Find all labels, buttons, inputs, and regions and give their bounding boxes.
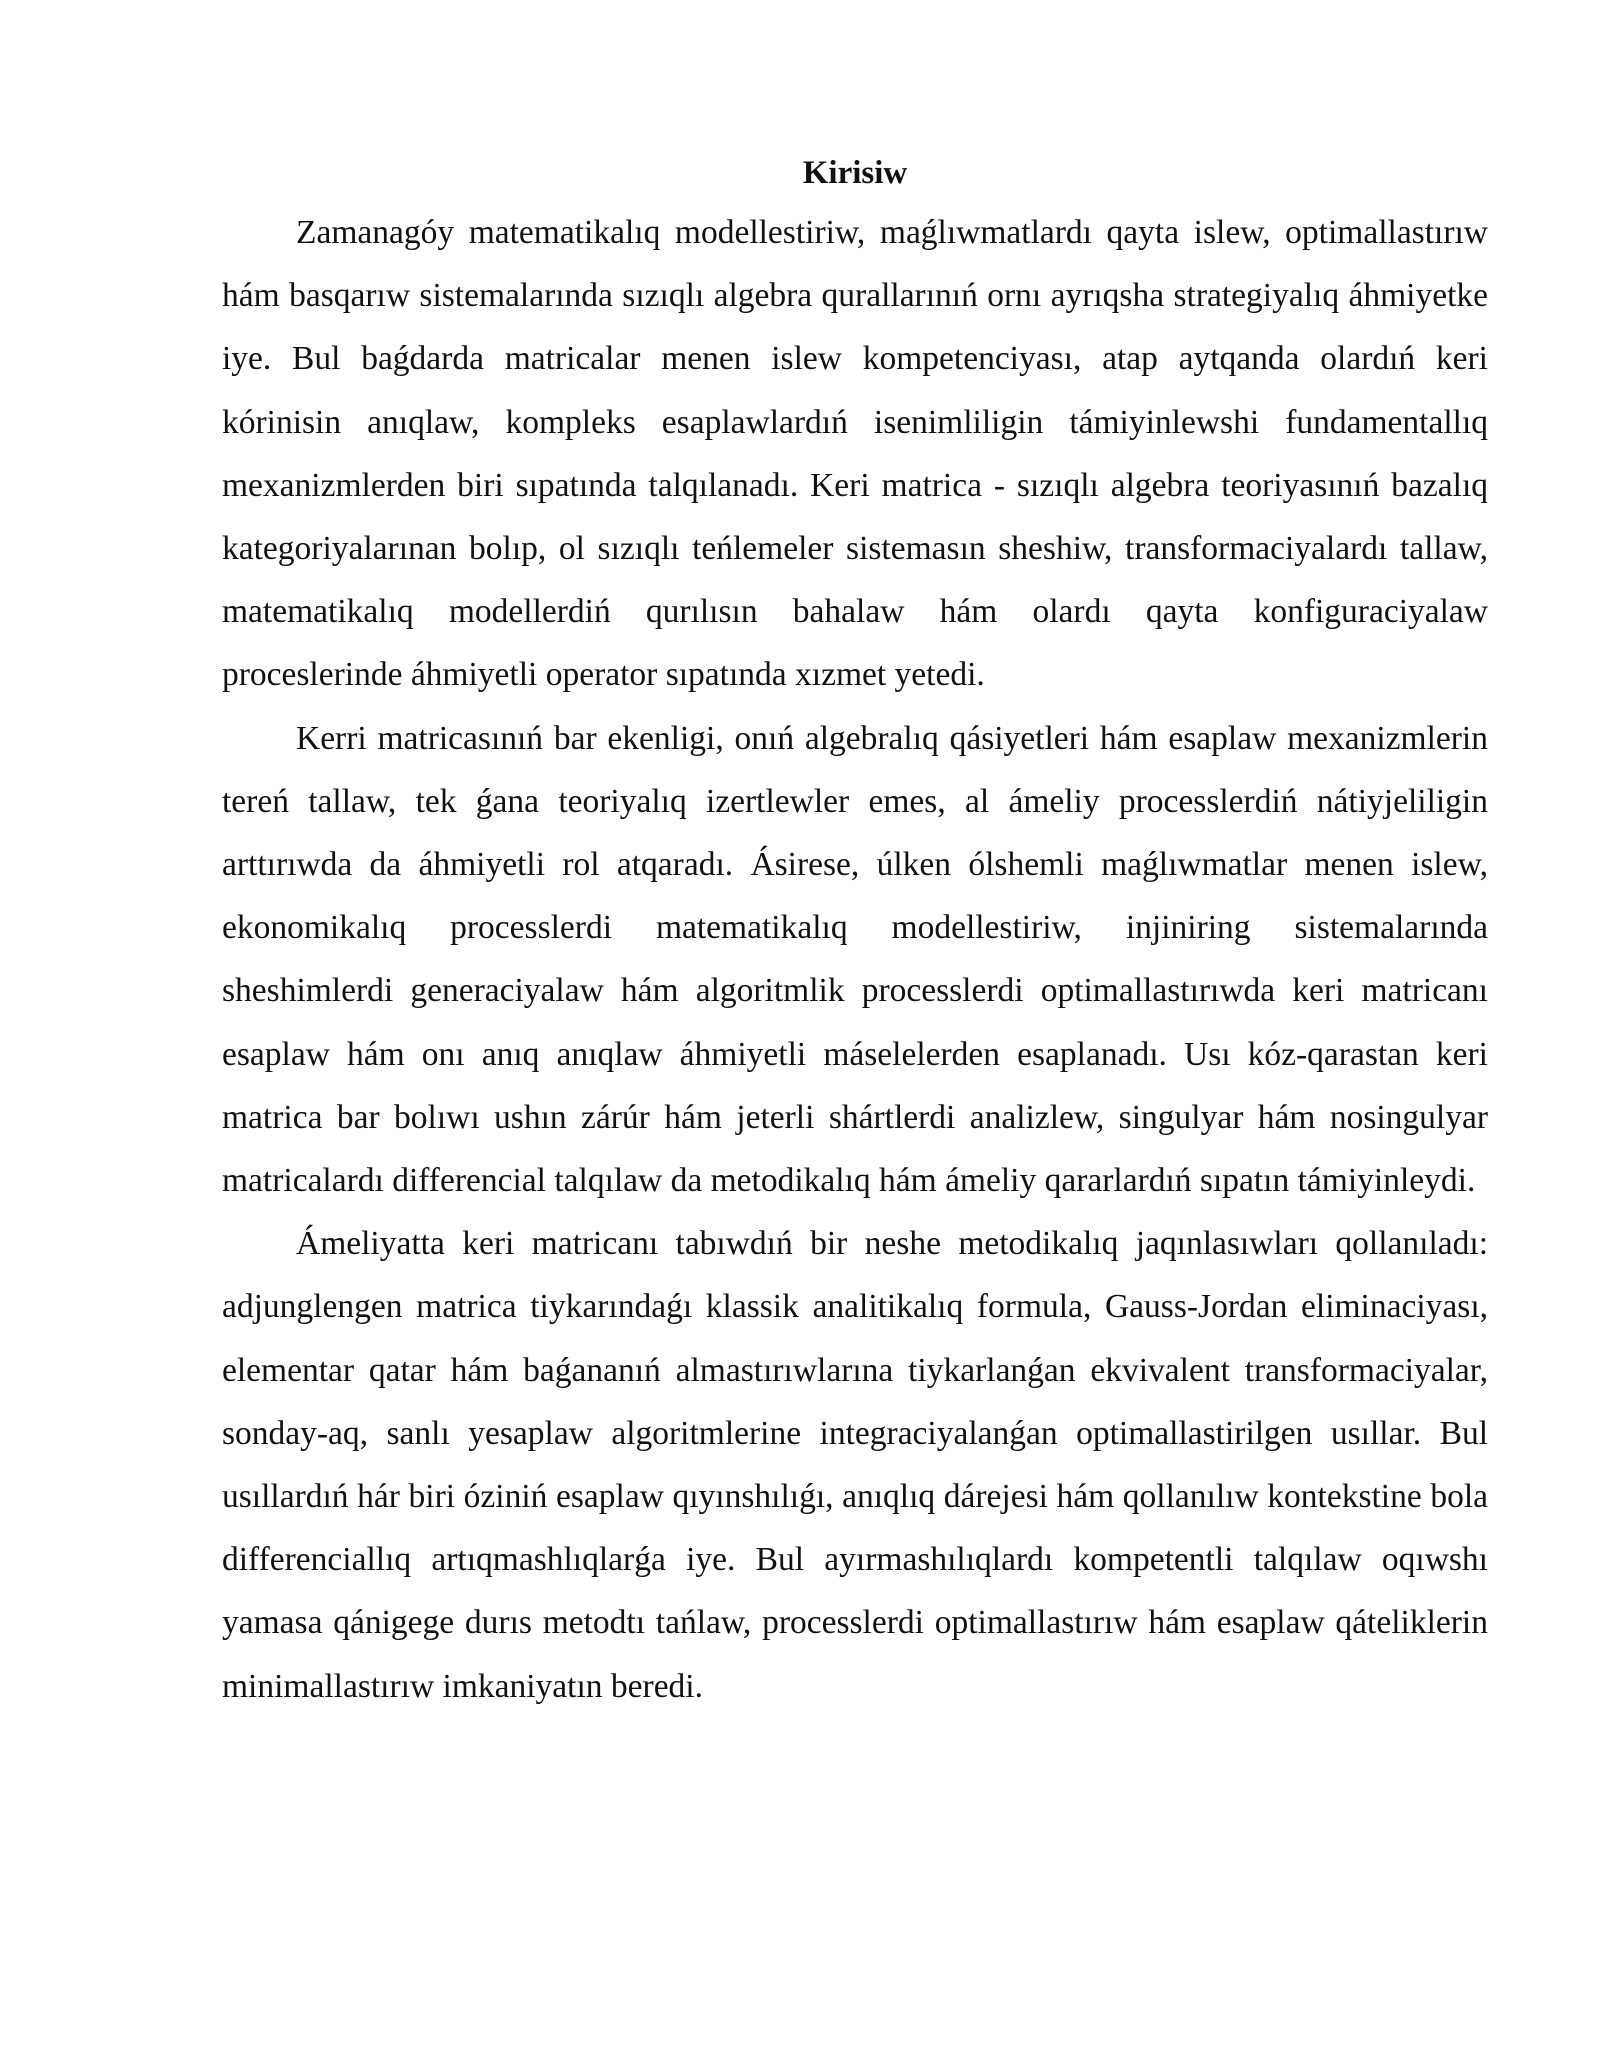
paragraph-2: Kerri matricasınıń bar ekenligi, onıń algebralıq qásiyetleri hám esaplaw mexanizmlerin tereń tallaw, tek ǵana teoriyalıq izertlewler emes, al ámeliy processlerdiń nátiyjeliligin arttırıwda da áhmiyetli rol atqaradı. Ásirese, úlken ólshemli maǵlıwmatlar menen islew, ekonomikalıq processlerdi matematikalıq modellestiriw, injiniring sistemalarında sheshimlerdi generaciyalaw hám algoritmlik processlerdi optimallastırıwda keri matricanı esaplaw hám onı anıq anıqlaw áhmiyetli máselelerden esaplanadı. Usı kóz-qarastan keri matrica bar bolıwı ushın zárúr hám jeterli shártlerdi analizlew, singulyar hám nosingulyar matricalardı differencial talqılaw da metodikalıq hám ámeliy qararlardıń sıpatın támiyinleydi. <box>222 719 1488 1200</box>
paragraph-1: Zamanagóy matematikalıq modellestiriw, maǵlıwmatlardı qayta islew, optimallastırıw hám basqarıw sistemalarında sızıqlı algebra qurallarınıń ornı ayrıqsha strategiyalıq áhmiyetke iye. Bul baǵdarda matricalar menen islew kompetenciyası, atap aytqanda olardıń keri kórinisin anıqlaw, kompleks esaplawlardıń isenimliligin támiyinlewshi fundamentallıq mexanizmlerden biri sıpatında talqılanadı. Keri matrica - sızıqlı algebra teoriyasınıń bazalıq kategoriyalarınan bolıp, ol sızıqlı teńlemeler sistemasın sheshiw, transformaciyalardı tallaw, matematikalıq modellerdiń qurılısın bahalaw hám olardı qayta konfiguraciyalaw proceslerinde áhmiyetli operator sıpatında xızmet yetedi. <box>222 214 1488 694</box>
page-title: Kirisiw <box>802 155 908 191</box>
document-body <box>222 147 1488 1718</box>
paragraph-3: Ámeliyatta keri matricanı tabıwdıń bir neshe metodikalıq jaqınlasıwları qollanıladı: adjunglengen matrica tiykarındaǵı klassik analitikalıq formula, Gauss-Jordan eliminaciyası, elementar qatar hám baǵananıń almastırıwlarına tiykarlanǵan ekvivalent transformaciyalar, sonday-aq, sanlı yesaplaw algoritmlerine integraciyalanǵan optimallastirilgen usıllar. Bul usıllardıń hár biri óziniń esaplaw qıyınshılıǵı, anıqlıq dárejesi hám qollanılıw kontekstine bola differenciallıq artıqmashlıqlarǵa iye. Bul ayırmashılıqlardı kompetentli talqılaw oqıwshı yamasa qánigege durıs metodtı tańlaw, processlerdi optimallastırıw hám esaplaw qáteliklerin minimallastırıw imkaniyatın beredi. <box>222 1225 1488 1705</box>
